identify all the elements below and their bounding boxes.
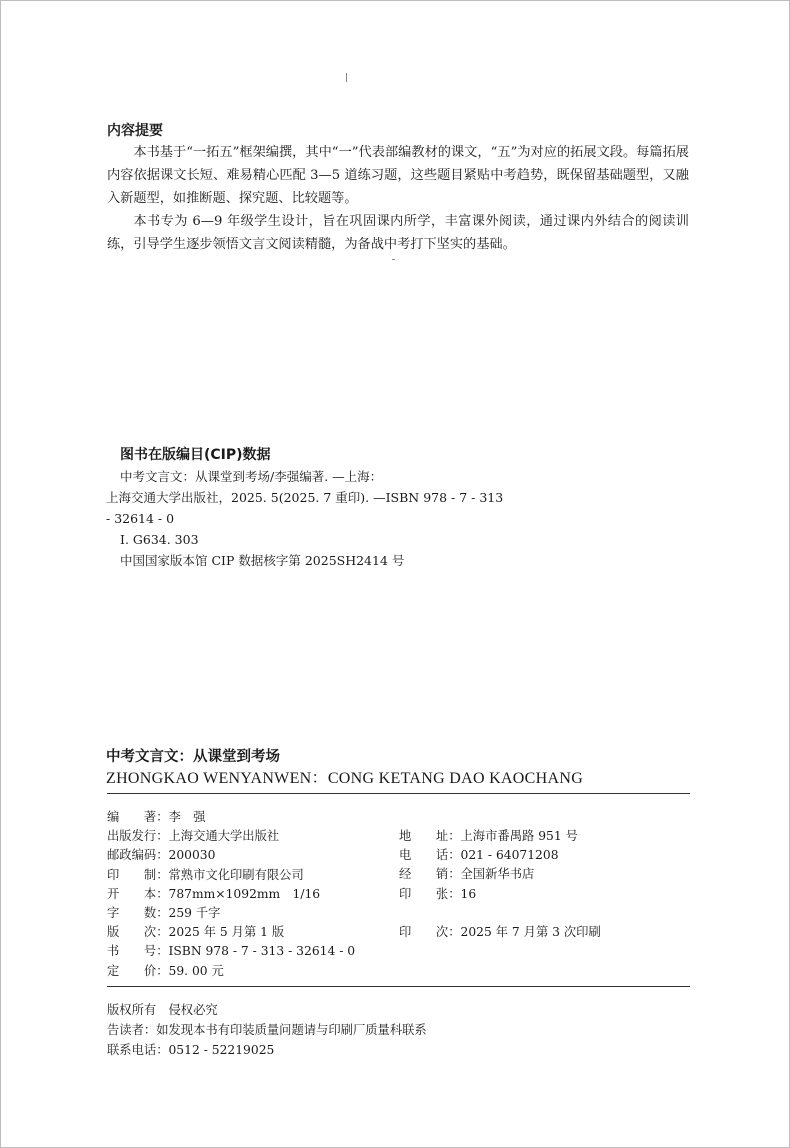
cip-line: Ⅰ. G634. 303 (120, 532, 199, 547)
info-right-row-sheets (399, 885, 476, 904)
summary-paragraph-2: 本书专为 6—9 年级学生设计，旨在巩固课内所学，丰富课外阅读，通过课内外结合的阅读训练，引导学生逐步领悟文言文阅读精髓，为备战中考打下坚实的基础。 (107, 214, 689, 252)
info-value: 全国新华书店 (460, 867, 535, 881)
info-row (107, 904, 355, 923)
info-value: 常熟市文化印刷有限公司 (168, 867, 304, 882)
info-value: 021 - 64071208 (460, 848, 559, 862)
info-key: 地 址： (399, 829, 461, 843)
info-key: 电 话： (399, 848, 461, 862)
info-value: 259 千字 (168, 906, 221, 921)
info-right-row-printing (399, 923, 601, 942)
print-speck (392, 259, 395, 260)
reader-notice: 告读者：如发现本书有印装质量问题请与印刷厂质量科联系 (107, 1023, 427, 1037)
info-value: 16 (460, 887, 477, 901)
info-value: 787mm×1092mm 1/16 (168, 886, 321, 901)
info-key: 出版发行： (107, 829, 169, 844)
info-key: 书 号： (107, 944, 169, 959)
info-right-row-address (399, 827, 578, 846)
copyright-notice: 版权所有 侵权必究 (107, 1003, 218, 1017)
info-key: 版 次： (107, 925, 169, 940)
print-speck (346, 73, 347, 82)
book-title-cn: 中考文言文：从课堂到考场 (106, 749, 280, 765)
info-key: 印 制： (107, 867, 169, 882)
info-value: ISBN 978 - 7 - 313 - 32614 - 0 (168, 944, 356, 959)
info-key: 字 数： (107, 906, 169, 921)
cip-block (106, 466, 503, 571)
info-key: 开 本： (107, 886, 169, 901)
bottom-rule (107, 986, 690, 987)
info-left-column (107, 808, 355, 981)
cip-line: 中考文言文：从课堂到考场/李强编著. —上海： (120, 469, 383, 484)
info-right-row-distributor (399, 865, 534, 884)
top-rule (107, 793, 690, 794)
cip-line: - 32614 - 0 (106, 511, 175, 526)
info-row (107, 827, 355, 846)
info-row (107, 885, 355, 904)
info-key: 定 价： (107, 963, 169, 978)
notes-block (107, 1000, 427, 1060)
info-value: 上海市番禺路 951 号 (460, 829, 578, 843)
info-row (107, 942, 355, 961)
info-value: 李 强 (168, 810, 206, 824)
book-title-en: ZHONGKAO WENYANWEN：CONG KETANG DAO KAOCHANG (106, 770, 584, 787)
cip-line: 上海交通大学出版社，2025. 5(2025. 7 重印). —ISBN 978 - 7 - 313 (106, 490, 504, 505)
info-row (107, 846, 355, 865)
info-right-row-phone (399, 846, 559, 865)
info-key: 印 张： (399, 887, 461, 901)
info-value: 上海交通大学出版社 (168, 829, 280, 844)
summary-body (107, 141, 689, 256)
info-value: 59. 00 元 (168, 963, 224, 978)
contact-phone: 联系电话：0512 - 52219025 (107, 1043, 275, 1057)
info-value: 2025 年 7 月第 3 次印刷 (460, 925, 601, 939)
info-key: 编 著： (107, 810, 169, 824)
summary-heading: 内容提要 (107, 123, 163, 139)
summary-paragraph-1: 本书基于“一拓五”框架编撰，其中“一”代表部编教材的课文，“五”为对应的拓展文段。每篇拓展内容依据课文长短、难易精心匹配 3—5 道练习题，这些题目紧贴中考趋势，既保留基础题型，又融入新题型，如推断题、探究题、比较题等。 (107, 145, 689, 206)
info-row (107, 808, 355, 827)
info-key: 邮政编码： (107, 848, 169, 863)
info-row (107, 923, 355, 942)
info-value: 2025 年 5 月第 1 版 (168, 925, 285, 940)
info-row (107, 962, 355, 981)
info-key: 经 销： (399, 867, 461, 881)
info-row (107, 866, 355, 885)
info-value: 200030 (168, 848, 216, 863)
cip-line: 中国国家版本馆 CIP 数据核字第 2025SH2414 号 (120, 553, 405, 568)
cip-heading: 图书在版编目(CIP)数据 (120, 447, 271, 463)
info-key: 印 次： (399, 925, 461, 939)
